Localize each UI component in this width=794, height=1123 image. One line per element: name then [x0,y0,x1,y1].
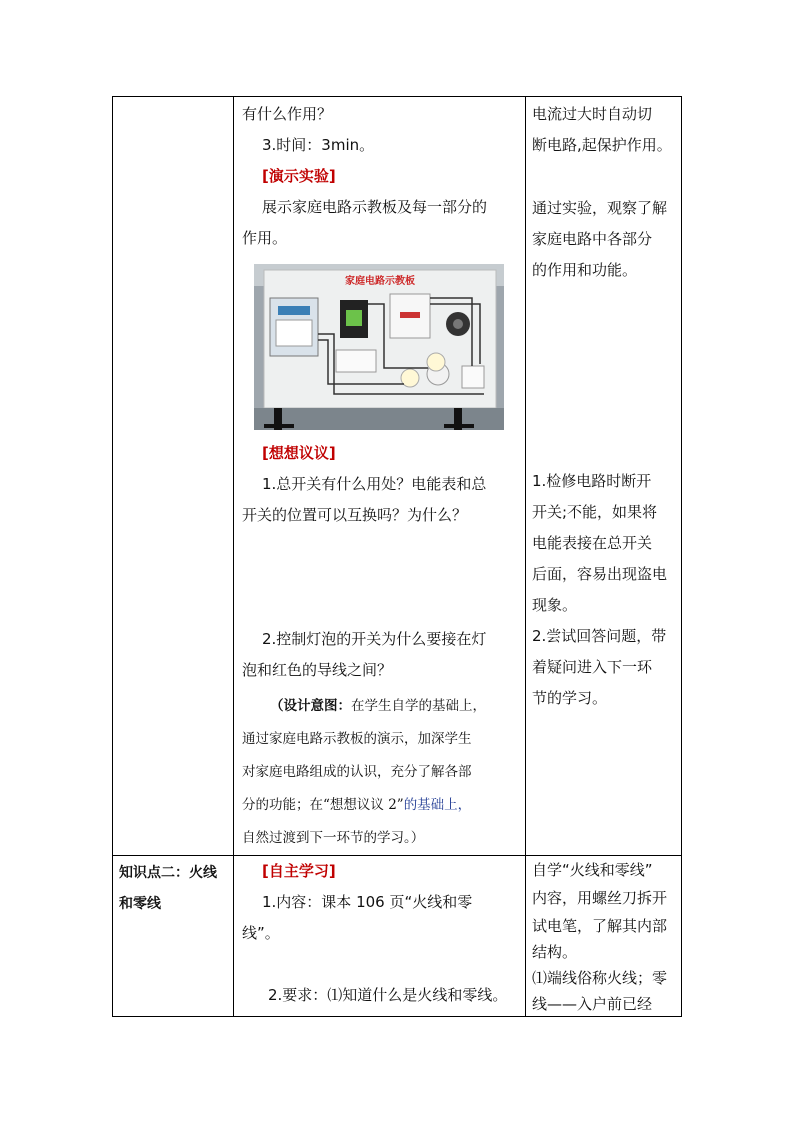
text-line: 1.总开关有什么用处？电能表和总 [262,475,487,493]
text-line: 2.尝试回答问题，带 [532,627,667,645]
text-line: 后面，容易出现盗电 [532,565,668,583]
text-line: 的作用和功能。 [532,261,638,279]
text-line: 通过实验，观察了解 [532,199,668,217]
teaching-activity-cell [234,856,526,1017]
text-line: 试电笔，了解其内部 [532,917,668,935]
text-line: 节的学习。 [532,689,608,707]
text-line: 2.要求：⑴知道什么是火线和零线。 [268,986,508,1004]
text-line: 自学“火线和零线” [532,861,653,879]
design-intent-text-blue: 的基础上， [403,797,472,813]
section-cell-empty [113,97,234,856]
text-line: 家庭电路中各部分 [532,230,653,248]
text-line: 2.控制灯泡的开关为什么要接在灯 [262,630,487,648]
text-line: 开关;不能，如果将 [532,503,658,521]
text-line: 有什么作用？ [242,105,333,123]
circuit-board-photo [254,264,504,430]
design-intent-line [234,690,525,723]
discuss-heading: [想想议议] [262,444,336,462]
design-intent-line [234,789,525,822]
text-line: ⑴端线俗称火线；零 [532,969,668,987]
text-line: 展示家庭电路示教板及每一部分的 [262,198,488,216]
design-intent-label: （设计意图： [270,698,351,714]
self-study-heading: [自主学习] [262,862,336,880]
table-row [113,97,682,856]
text-line: 1.检修电路时断开 [532,472,652,490]
section-cell [113,856,234,1017]
design-intent-text: 分的功能；在“想想议议 2” [242,797,404,813]
text-line: 断电路,起保护作用。 [532,136,672,154]
text-line: 线”。 [242,924,280,942]
text-line: 3.时间：3min。 [262,136,375,154]
text-line: 泡和红色的导线之间？ [242,661,393,679]
design-intent-line: 对家庭电路组成的认识，充分了解各部 [242,764,472,780]
text-line: 现象。 [532,596,578,614]
table-row [113,856,682,1017]
teaching-activity-cell [234,97,526,856]
text-line: 电能表接在总开关 [532,534,653,552]
text-line: 内容，用螺丝刀拆开 [532,889,668,907]
section-title: 和零线 [119,896,161,912]
student-activity-cell [526,97,682,856]
text-line: 结构。 [532,943,578,961]
demo-heading: [演示实验] [262,167,336,185]
text-line: 1.内容：课本 106 页“火线和零 [262,893,473,911]
student-activity-cell [526,856,682,1017]
text-line: 开关的位置可以互换吗？为什么？ [242,506,468,524]
design-intent-line: 通过家庭电路示教板的演示，加深学生 [242,731,472,747]
text-line: 电流过大时自动切 [532,105,653,123]
design-intent-text: 在学生自学的基础上， [351,698,486,714]
photo-title: 家庭电路示教板 [345,276,415,287]
design-intent-line: 自然过渡到下一环节的学习。） [242,830,425,846]
section-title: 知识点二：火线 [119,865,217,881]
circuit-board-image [254,264,504,430]
text-line: 着疑问进入下一环 [532,658,653,676]
text-line: 作用。 [242,229,288,247]
text-line: 线——入户前已经 [532,995,653,1013]
lesson-table [112,96,682,1017]
